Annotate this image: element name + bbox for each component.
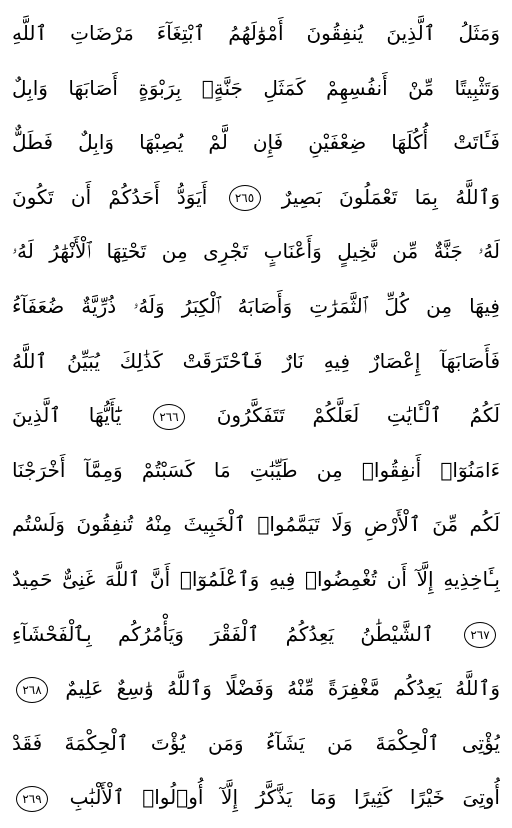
verse-line (12, 390, 500, 440)
verse-text: لَكُمُ ٱلْـَٔايَٰتِ لَعَلَّكُمْ تَتَفَكَّرُونَ (216, 403, 500, 428)
ayah-number-marker: ٢٦٥ (229, 185, 261, 211)
verse-line (12, 172, 500, 222)
ayah-number-marker: ٢٦٩ (16, 786, 48, 812)
verse-line (12, 554, 500, 604)
verse-line (12, 718, 500, 768)
verse-text: وَٱللَّهُ بِمَا تَعْمَلُونَ بَصِيرٌ (281, 184, 500, 209)
verse-line (12, 336, 500, 386)
verse-text: وَمَثَلُ ٱلَّذِينَ يُنفِقُونَ أَمْوَٰلَهُمُ ٱبْتِغَآءَ مَرْضَاتِ ٱللَّهِ (12, 21, 500, 45)
verse-line (12, 63, 500, 113)
verse-text: وَتَثْبِيتًا مِّنْ أَنفُسِهِمْ كَمَثَلِ جَنَّةٍۭ بِرَبْوَةٍ أَصَابَهَا وَابِلٌ (12, 75, 500, 100)
verse-line (12, 499, 500, 549)
verse-text: بِـَٔاخِذِيهِ إِلَّآ أَن تُغْمِضُوا۟ فِيهِ وَٱعْلَمُوٓا۟ أَنَّ ٱللَّهَ غَنِىٌّ حَمِيدٌ (12, 567, 500, 591)
verse-line (12, 445, 500, 495)
verse-text: ءَامَنُوٓا۟ أَنفِقُوا۟ مِن طَيِّبَٰتِ مَا كَسَبْتُمْ وَمِمَّآ أَخْرَجْنَا (12, 457, 500, 482)
verse-line (12, 609, 500, 659)
verse-text: فِيهَا مِن كُلِّ ٱلثَّمَرَٰتِ وَأَصَابَهُ ٱلْكِبَرُ وَلَهُۥ ذُرِّيَّةٌ ضُعَفَآءُ (12, 294, 500, 318)
verse-text: أُوتِىَ خَيْرًا كَثِيرًا وَمَا يَذَّكَّرُ إِلَّآ أُو۟لُوا۟ ٱلْأَلْبَٰبِ (69, 785, 500, 810)
verse-line (12, 281, 500, 331)
verse-line (12, 117, 500, 167)
verse-text: ٱلشَّيْطَٰنُ يَعِدُكُمُ ٱلْفَقْرَ وَيَأْمُرُكُم بِٱلْفَحْشَآءِ (12, 621, 434, 646)
verse-line (12, 226, 500, 276)
verse-text: لَهُۥ جَنَّةٌ مِّن نَّخِيلٍ وَأَعْنَابٍ تَجْرِى مِن تَحْتِهَا ٱلْأَنْهَٰرُ لَهُۥ (12, 239, 500, 264)
ayah-number-marker: ٢٦٦ (153, 404, 185, 430)
verse-line (12, 772, 500, 822)
verse-line (12, 663, 500, 713)
verse-text: أَيَوَدُّ أَحَدُكُمْ أَن تَكُونَ (12, 184, 208, 209)
verse-text: يُؤْتِى ٱلْحِكْمَةَ مَن يَشَآءُ وَمَن يُؤْتَ ٱلْحِكْمَةَ فَقَدْ (12, 730, 500, 755)
ayah-number-marker: ٢٦٨ (16, 677, 48, 703)
verse-text: يَٰٓأَيُّهَا ٱلَّذِينَ (12, 403, 122, 428)
verse-text: فَأَصَابَهَآ إِعْصَارٌ فِيهِ نَارٌ فَٱحْتَرَقَتْ كَذَٰلِكَ يُبَيِّنُ ٱللَّهُ (12, 348, 500, 373)
verse-text: فَـَٔاتَتْ أُكُلَهَا ضِعْفَيْنِ فَإِن لَّمْ يُصِبْهَا وَابِلٌ فَطَلٌّ (12, 130, 500, 155)
verse-text: وَٱللَّهُ يَعِدُكُم مَّغْفِرَةً مِّنْهُ وَفَضْلًا وَٱللَّهُ وَٰسِعٌ عَلِيمٌ (65, 676, 500, 701)
ayah-number-marker: ٢٦٧ (464, 622, 496, 648)
verse-line (12, 8, 500, 58)
verse-text: لَكُم مِّنَ ٱلْأَرْضِ وَلَا تَيَمَّمُوا۟ ٱلْخَبِيثَ مِنْهُ تُنفِقُونَ وَلَسْتُم (12, 512, 500, 537)
